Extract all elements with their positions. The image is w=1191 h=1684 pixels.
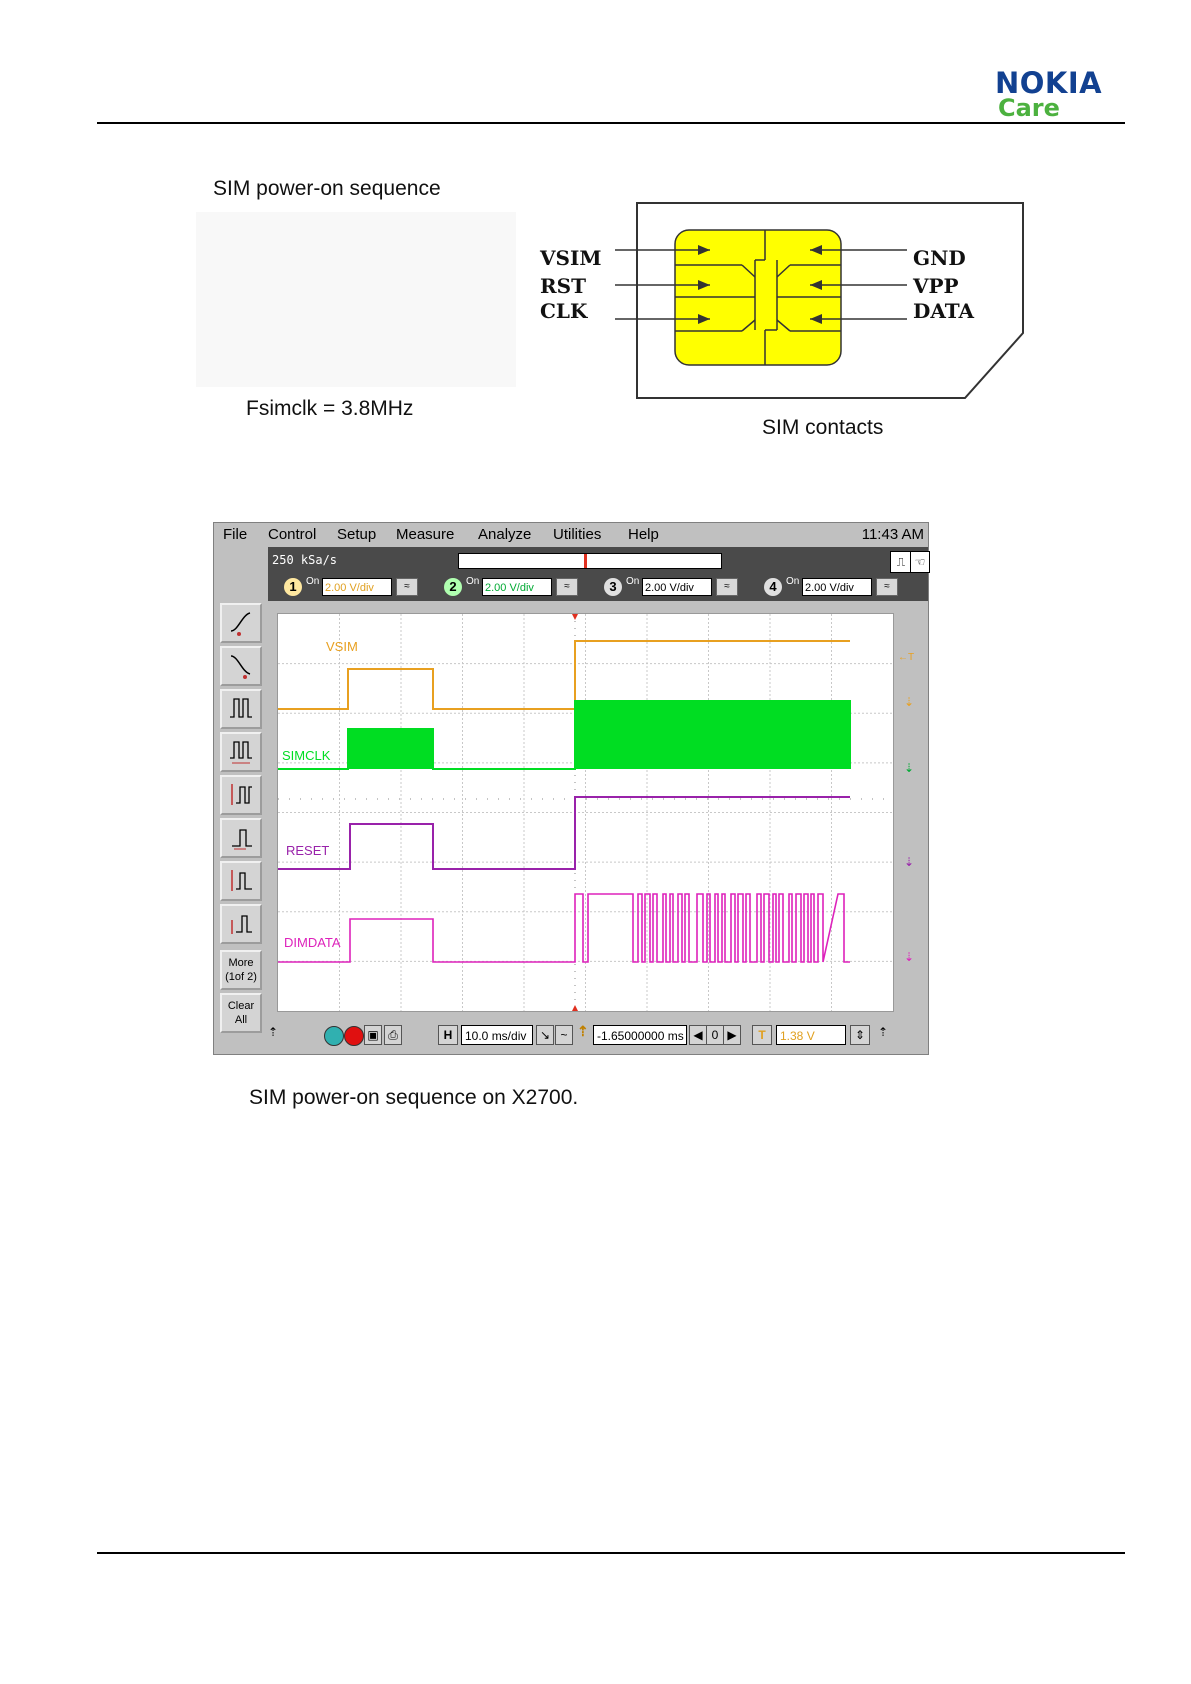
stop-button[interactable] (344, 1026, 364, 1046)
delay-field[interactable]: -1.65000000 ms (593, 1025, 687, 1045)
channel-1-adjust[interactable]: ≈ (396, 578, 418, 596)
menu-bar (214, 523, 928, 547)
gnd-label: GND (913, 246, 966, 270)
scroll-down-icon[interactable]: ⇡ (878, 1025, 889, 1039)
delay-left-button[interactable]: ◀ (689, 1025, 707, 1045)
clear-all-button[interactable]: Clear All (220, 993, 262, 1033)
print-icon[interactable]: ⎙ (384, 1025, 402, 1045)
clk-label: CLK (540, 299, 588, 323)
top-level-tool[interactable] (220, 818, 262, 858)
nokia-logo: NOKIA (995, 66, 1103, 100)
oscilloscope-window (213, 522, 929, 1055)
timebase-field[interactable]: 10.0 ms/div (461, 1025, 533, 1045)
data-label: DATA (913, 299, 975, 323)
scroll-up-icon[interactable]: ⇡ (268, 1025, 279, 1039)
waveform-display (277, 613, 894, 1012)
acquisition-memory-bar (458, 553, 722, 569)
trace-label-simclk: SIMCLK (282, 748, 331, 763)
delay-zero-button[interactable]: 0 (706, 1025, 724, 1045)
trace-label-dimdata: DIMDATA (284, 935, 341, 950)
peak-to-peak-icon (228, 867, 254, 895)
menu-file[interactable]: File (223, 526, 248, 543)
amplitude-icon (228, 781, 254, 809)
trigger-level-stepper[interactable]: ⇕ (850, 1025, 870, 1045)
trace-markers (896, 615, 922, 1010)
frequency-caption: Fsimclk = 3.8MHz (246, 397, 414, 420)
trace-label-reset: RESET (286, 843, 330, 858)
positive-width-tool[interactable] (220, 689, 262, 729)
timebase-bar (268, 1021, 928, 1051)
rise-time-tool[interactable] (220, 603, 262, 643)
pulse-width-icon (228, 695, 254, 723)
header-rule (97, 122, 1125, 124)
horizontal-button[interactable]: H (438, 1025, 458, 1045)
trigger-level-marker: ←T (898, 652, 915, 663)
trigger-level-field[interactable]: 1.38 V (776, 1025, 846, 1045)
channel-2-adjust[interactable]: ≈ (556, 578, 578, 596)
rst-label: RST (540, 274, 586, 298)
menu-analyze[interactable]: Analyze (478, 526, 532, 543)
timebase-adjust-button[interactable]: ~ (555, 1025, 573, 1045)
delay-right-button[interactable]: ▶ (723, 1025, 741, 1045)
channel-4-on[interactable]: On (786, 576, 800, 587)
timebase-fine-button[interactable]: ↘ (536, 1025, 554, 1045)
sim-contacts-caption: SIM contacts (762, 416, 884, 439)
channel-3-adjust[interactable]: ≈ (716, 578, 738, 596)
single-button[interactable]: ▣ (364, 1025, 382, 1045)
channel-2-number[interactable]: 2 (444, 578, 462, 596)
fall-time-icon (228, 652, 254, 680)
run-button[interactable] (324, 1026, 344, 1046)
amplitude-tool[interactable] (220, 775, 262, 815)
clock: 11:43 AM (861, 526, 924, 543)
trace-dimdata (278, 894, 850, 962)
trace-reset (278, 797, 850, 869)
sequence-image-placeholder (196, 212, 516, 387)
period-icon (228, 738, 254, 766)
channel-1-number[interactable]: 1 (284, 578, 302, 596)
channel-3-scale[interactable]: 2.00 V/div (642, 578, 712, 596)
trace-label-vsim: VSIM (326, 639, 358, 654)
more-button[interactable]: More (1of 2) (220, 950, 262, 990)
menu-utilities[interactable]: Utilities (553, 526, 602, 543)
vpp-label: VPP (913, 274, 959, 298)
menu-help[interactable]: Help (628, 526, 659, 543)
channel-1-on[interactable]: On (306, 576, 320, 587)
channel-2-scale[interactable]: 2.00 V/div (482, 578, 552, 596)
channel-3-ground-marker: ⇣ (904, 855, 915, 869)
simclk-burst-2 (576, 700, 850, 769)
top-level-icon (228, 824, 254, 852)
footer-rule (97, 1552, 1125, 1554)
fall-time-tool[interactable] (220, 646, 262, 686)
channel-4-ground-marker: ⇣ (904, 950, 915, 964)
trigger-button[interactable]: T (752, 1025, 772, 1045)
waveform-plot (278, 614, 893, 1011)
menu-measure[interactable]: Measure (396, 526, 455, 543)
sample-rate: 250 kSa/s (272, 553, 338, 567)
channel-4-number[interactable]: 4 (764, 578, 782, 596)
peak-to-peak-tool[interactable] (220, 861, 262, 901)
channel-3-number[interactable]: 3 (604, 578, 622, 596)
scope-caption: SIM power-on sequence on X2700. (249, 1086, 579, 1109)
menu-control[interactable]: Control (268, 526, 317, 543)
waveform-traces (278, 641, 850, 962)
simclk-burst-1 (349, 728, 433, 769)
waveform-mode-button[interactable]: ⎍ (890, 551, 912, 573)
period-tool[interactable] (220, 732, 262, 772)
care-logo: Care (998, 94, 1060, 122)
memory-marker (584, 554, 587, 568)
channel-1-ground-marker: ⇣ (904, 695, 915, 709)
menu-setup[interactable]: Setup (337, 526, 377, 543)
hand-tool-button[interactable]: ☜ (910, 551, 930, 573)
vsim-label: VSIM (540, 246, 602, 270)
rise-time-icon (228, 609, 254, 637)
channel-2-on[interactable]: On (466, 576, 480, 587)
channel-1-scale[interactable]: 2.00 V/div (322, 578, 392, 596)
trace-vsim (278, 641, 850, 709)
measurement-toolbar (217, 603, 265, 1036)
channel-3-on[interactable]: On (626, 576, 640, 587)
base-level-tool[interactable] (220, 904, 262, 944)
trigger-marker-top (572, 614, 578, 620)
trigger-marker-bottom (572, 1005, 578, 1011)
trigger-marker-icon: ⇡ (577, 1023, 589, 1039)
base-level-icon (228, 910, 254, 938)
channel-4-adjust[interactable]: ≈ (876, 578, 898, 596)
power-on-caption: SIM power-on sequence (213, 177, 441, 200)
channel-status-bar (268, 547, 928, 601)
channel-4-scale[interactable]: 2.00 V/div (802, 578, 872, 596)
channel-2-ground-marker: ⇣ (904, 761, 915, 775)
